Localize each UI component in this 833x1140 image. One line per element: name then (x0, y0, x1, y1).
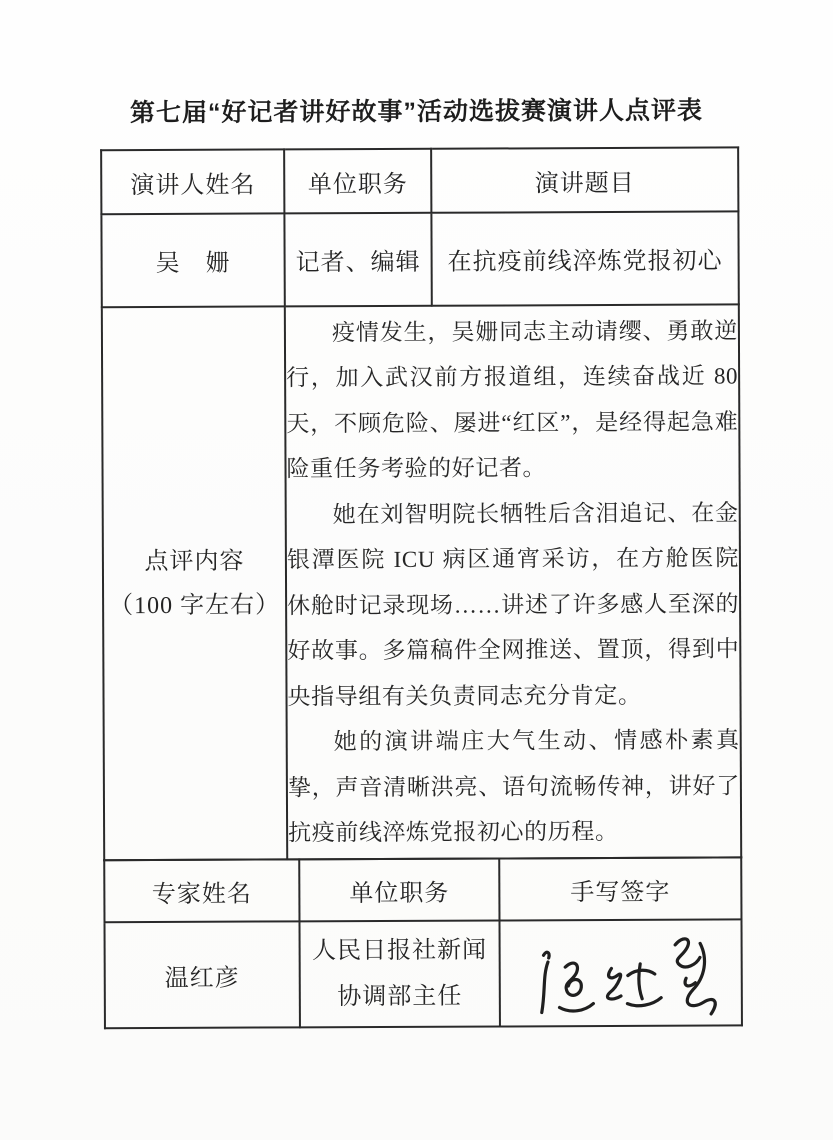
col-header-signature: 手写签字 (499, 857, 741, 920)
signature-cell (499, 919, 741, 1026)
speaker-header-row (101, 147, 738, 214)
speaker-position-cell: 记者、编辑 (284, 213, 431, 307)
col-header-expert-name: 专家姓名 (104, 859, 299, 922)
expert-header-row (104, 857, 741, 922)
expert-position-cell (299, 920, 499, 1027)
review-label-cell (102, 306, 287, 860)
expert-name-cell: 温红彦 (104, 921, 299, 1028)
expert-position-line2: 协调部主任 (337, 983, 463, 1011)
review-label-title: 点评内容 (144, 548, 245, 575)
speaker-table (100, 146, 742, 861)
col-header-unit-position: 单位职务 (284, 149, 431, 214)
expert-table (103, 856, 743, 1029)
expert-row (104, 919, 741, 1028)
handwritten-signature-icon (511, 918, 730, 1030)
review-row (102, 304, 741, 860)
review-label-note: （100 字左右） (109, 591, 281, 619)
speaker-row (101, 211, 738, 307)
expert-position-line1: 人民日报社新闻 (312, 937, 488, 965)
review-paragraph-3: 她的演讲端庄大气生动、情感朴素真挚，声音清晰洪亮、语句流畅传神，讲好了抗疫前线淬炼党报初心的历程。 (287, 727, 740, 846)
review-paragraph-2: 她在刘智明院长牺牲后含泪追记、在金银潭医院 ICU 病区通宵采访，在方舱医院休舱时记录现场……讲述了许多感人至深的好故事。多篇稿件全网推送、置顶，得到中央指导组有关负责同志充分肯定。 (286, 499, 740, 709)
speaker-name-cell: 吴 姗 (101, 213, 284, 307)
form-title: 第七届“好记者讲好故事”活动选拔赛演讲人点评表 (129, 96, 704, 128)
col-header-expert-unit: 单位职务 (299, 858, 499, 921)
speech-title-cell: 在抗疫前线淬炼党报初心 (431, 211, 738, 305)
review-content-cell (285, 304, 741, 859)
col-header-speech-title: 演讲题目 (431, 147, 738, 212)
review-paragraph-1: 疫情发生，吴姗同志主动请缨、勇敢逆行，加入武汉前方报道组，连续奋战近 80 天，不顾危险、屡进“红区”，是经得起急难险重任务考验的好记者。 (286, 317, 739, 482)
col-header-speaker-name: 演讲人姓名 (101, 149, 284, 214)
